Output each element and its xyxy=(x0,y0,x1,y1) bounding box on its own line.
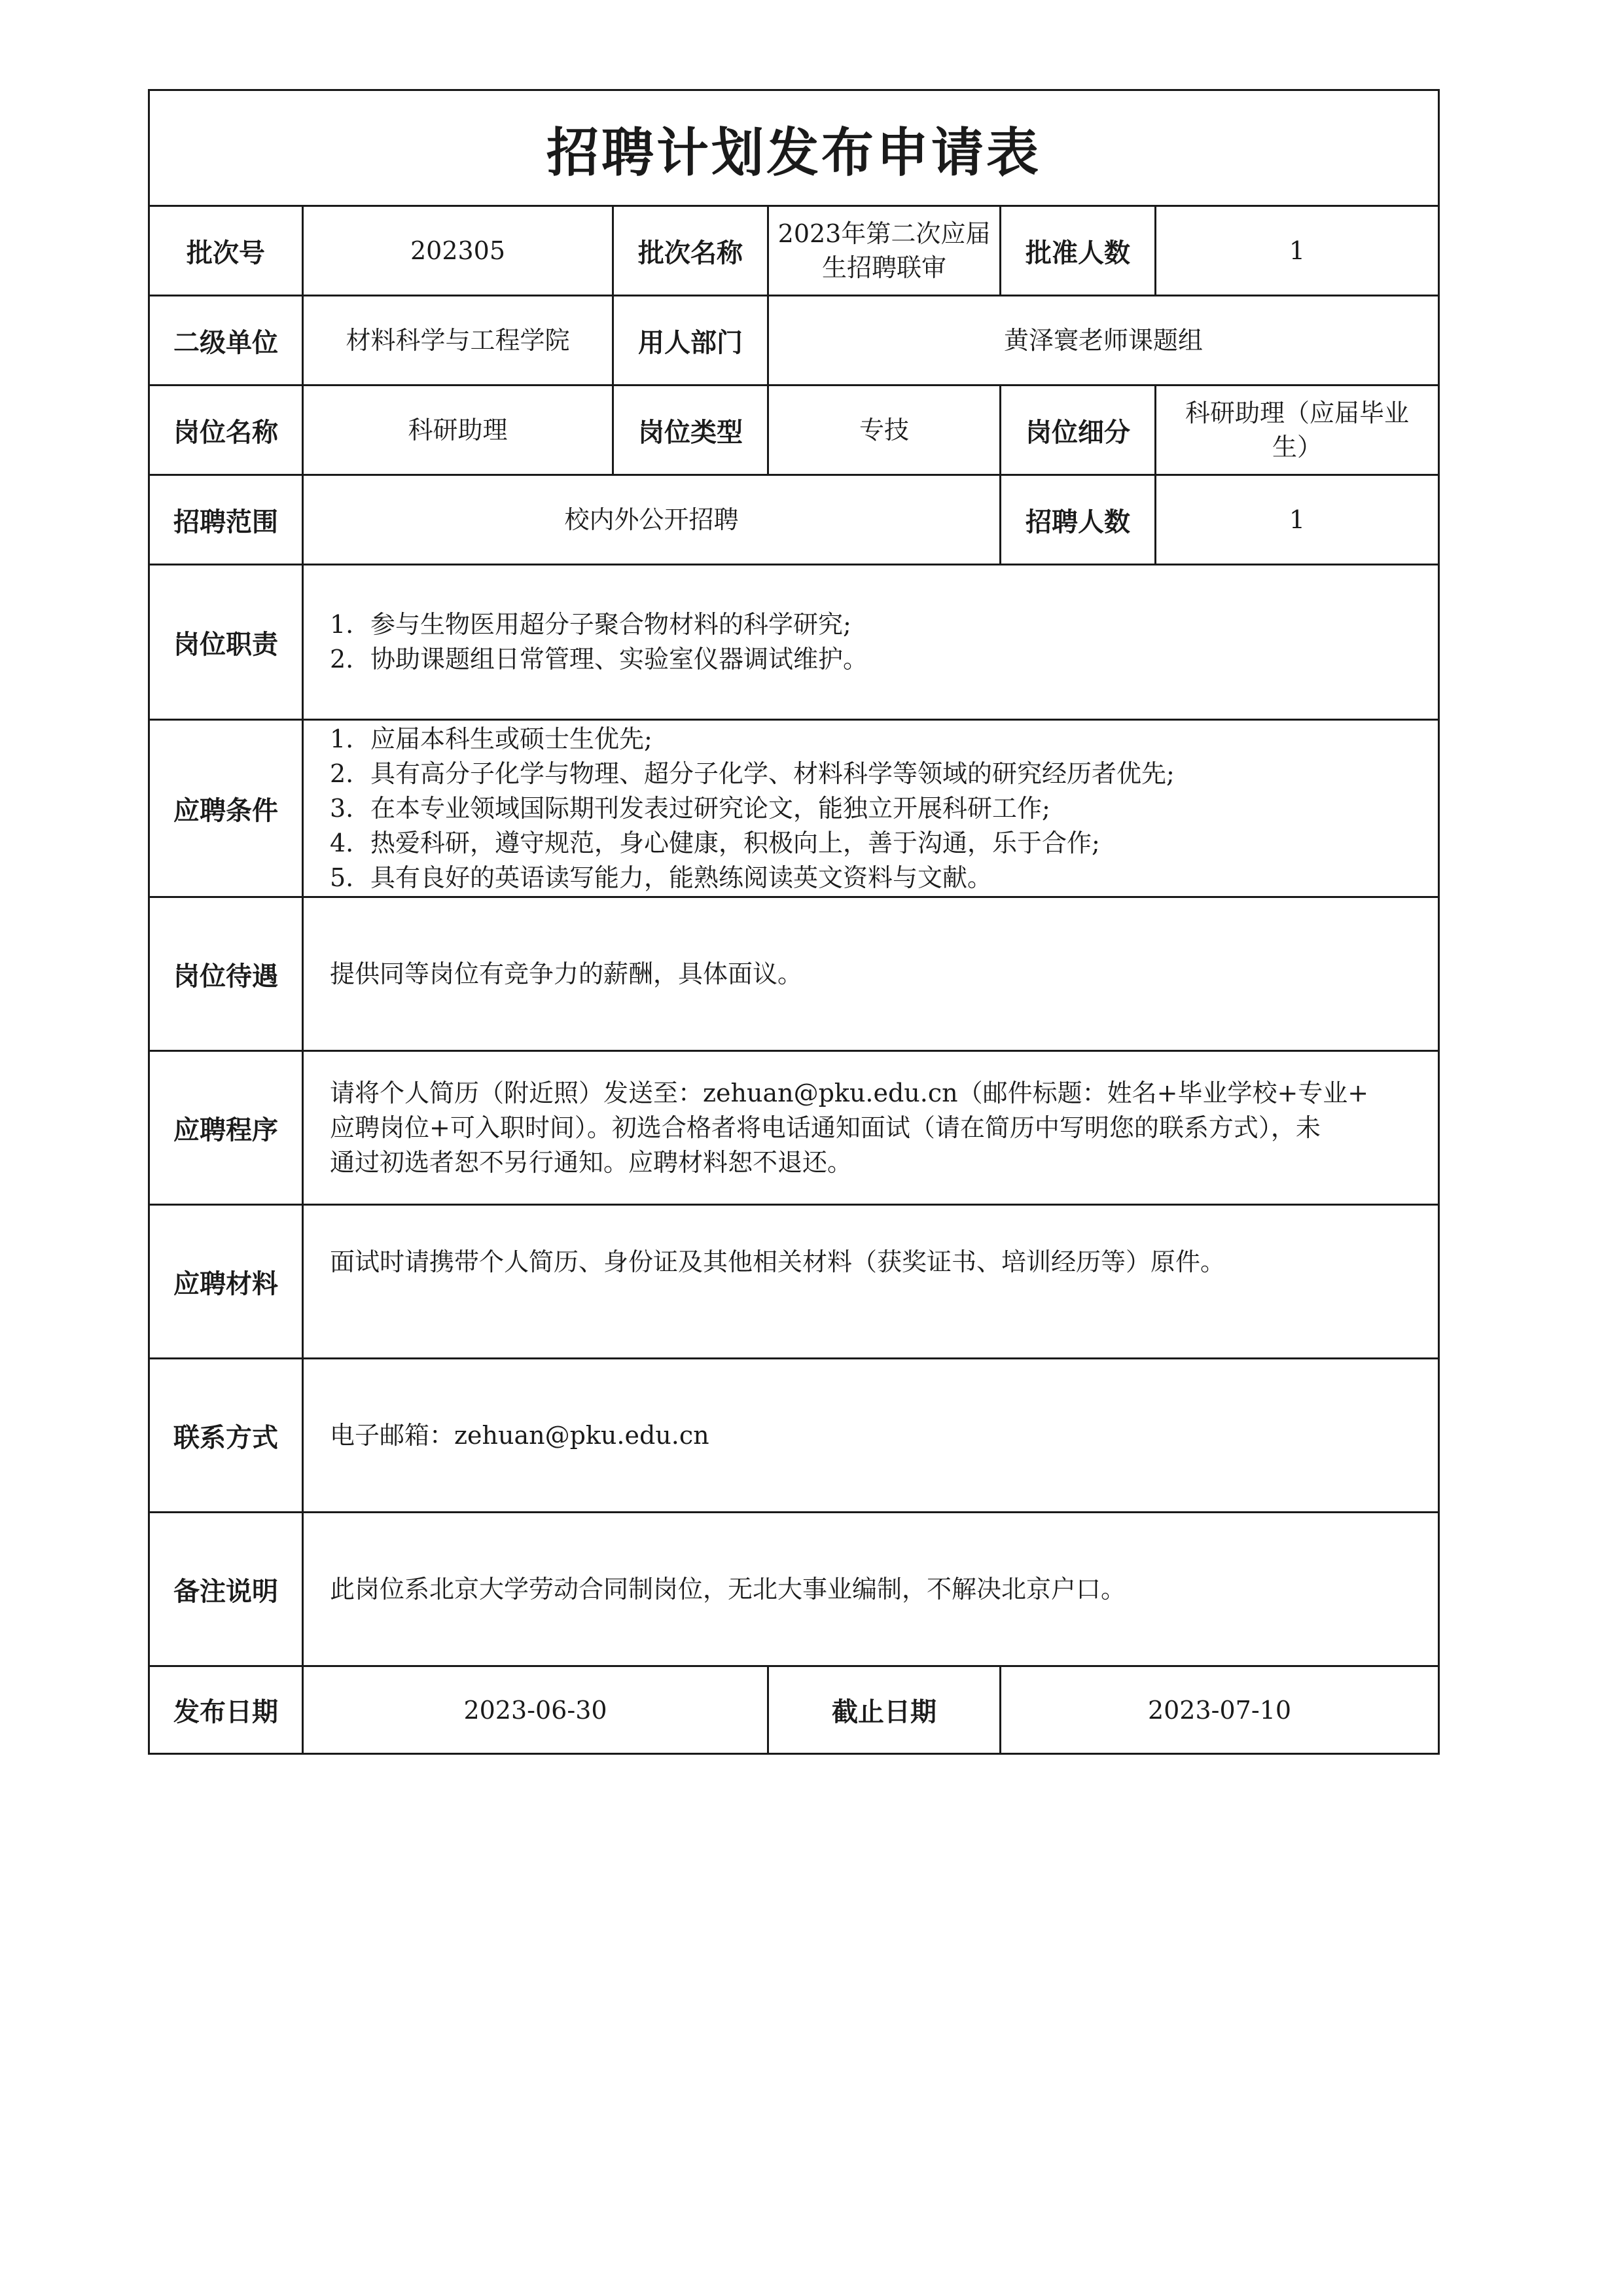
publish-date-label: 发布日期 xyxy=(149,1666,303,1754)
row-materials xyxy=(149,1205,1439,1359)
subtype-value xyxy=(1156,386,1439,475)
materials-text: 面试时请携带个人简历、身份证及其他相关材料（获奖证书、培训经历等）原件。 xyxy=(330,1247,1226,1276)
requirements-label: 应聘条件 xyxy=(149,720,303,897)
procedure-line-1: 请将个人简历（附近照）发送至：zehuan@pku.edu.cn（邮件标题：姓名+毕业学校+专业+ xyxy=(330,1078,1369,1107)
subtype-label: 岗位细分 xyxy=(1001,386,1156,475)
publish-date-value: 2023-06-30 xyxy=(303,1666,768,1754)
recruitment-form-table xyxy=(148,89,1440,1755)
row-scope xyxy=(149,475,1439,565)
position-label: 岗位名称 xyxy=(149,386,303,475)
form-title: 招聘计划发布申请表 xyxy=(149,90,1439,206)
type-value: 专技 xyxy=(768,386,1001,475)
row-requirements xyxy=(149,720,1439,897)
row-dates xyxy=(149,1666,1439,1754)
list-item-number: 5. xyxy=(330,863,354,892)
position-value: 科研助理 xyxy=(303,386,613,475)
notes-value: 此岗位系北京大学劳动合同制岗位，无北大事业编制，不解决北京户口。 xyxy=(303,1513,1439,1666)
list-item-number: 2. xyxy=(330,759,354,788)
deadline-label: 截止日期 xyxy=(768,1666,1001,1754)
procedure-line-3: 通过初选者恕不另行通知。应聘材料恕不退还。 xyxy=(330,1147,853,1177)
list-item-number: 4. xyxy=(330,828,354,857)
list-item-text: 协助课题组日常管理、实验室仪器调试维护。 xyxy=(370,645,868,673)
list-item-number: 1. xyxy=(330,724,354,753)
row-notes xyxy=(149,1513,1439,1666)
duties-label: 岗位职责 xyxy=(149,565,303,720)
list-item xyxy=(330,861,1426,895)
dept-label: 用人部门 xyxy=(613,296,768,386)
procedure-value xyxy=(303,1051,1439,1205)
materials-value xyxy=(303,1205,1439,1359)
duties-value xyxy=(303,565,1439,720)
list-item xyxy=(330,642,1426,677)
dept-value: 黄泽寰老师课题组 xyxy=(768,296,1439,386)
batch-name-label: 批次名称 xyxy=(613,206,768,296)
procedure-line-2: 应聘岗位+可入职时间）。初选合格者将电话通知面试（请在简历中写明您的联系方式），未 xyxy=(330,1113,1321,1142)
list-item-text: 应届本科生或硕士生优先; xyxy=(370,724,652,753)
hire-count-value: 1 xyxy=(1156,475,1439,565)
type-label: 岗位类型 xyxy=(613,386,768,475)
batch-no-value: 202305 xyxy=(303,206,613,296)
procedure-label: 应聘程序 xyxy=(149,1051,303,1205)
batch-name-line-1: 2023年第二次应届 xyxy=(777,219,991,248)
batch-name-line-2: 生招聘联审 xyxy=(821,253,946,282)
scope-value: 校内外公开招聘 xyxy=(303,475,1001,565)
duties-list xyxy=(330,607,1426,677)
list-item xyxy=(330,722,1426,757)
requirements-list xyxy=(330,722,1426,895)
materials-label: 应聘材料 xyxy=(149,1205,303,1359)
unit-value: 材料科学与工程学院 xyxy=(303,296,613,386)
row-duties xyxy=(149,565,1439,720)
list-item xyxy=(330,607,1426,642)
approved-count-value: 1 xyxy=(1156,206,1439,296)
list-item-text: 热爱科研，遵守规范，身心健康，积极向上，善于沟通，乐于合作; xyxy=(370,828,1100,857)
list-item xyxy=(330,791,1426,826)
hire-count-label: 招聘人数 xyxy=(1001,475,1156,565)
subtype-line-1: 科研助理（应届毕业 xyxy=(1185,399,1409,427)
benefits-value: 提供同等岗位有竞争力的薪酬，具体面议。 xyxy=(303,897,1439,1051)
unit-label: 二级单位 xyxy=(149,296,303,386)
deadline-value: 2023-07-10 xyxy=(1001,1666,1439,1754)
list-item-text: 参与生物医用超分子聚合物材料的科学研究; xyxy=(370,610,851,639)
notes-label: 备注说明 xyxy=(149,1513,303,1666)
row-position xyxy=(149,386,1439,475)
list-item xyxy=(330,757,1426,791)
scope-label: 招聘范围 xyxy=(149,475,303,565)
row-unit xyxy=(149,296,1439,386)
row-contact xyxy=(149,1359,1439,1513)
list-item-text: 具有高分子化学与物理、超分子化学、材料科学等领域的研究经历者优先; xyxy=(370,759,1175,788)
list-item-text: 具有良好的英语读写能力，能熟练阅读英文资料与文献。 xyxy=(370,863,993,892)
batch-no-label: 批次号 xyxy=(149,206,303,296)
row-batch xyxy=(149,206,1439,296)
approved-count-label: 批准人数 xyxy=(1001,206,1156,296)
contact-label: 联系方式 xyxy=(149,1359,303,1513)
list-item-number: 3. xyxy=(330,793,354,823)
batch-name-value xyxy=(768,206,1001,296)
row-procedure xyxy=(149,1051,1439,1205)
benefits-label: 岗位待遇 xyxy=(149,897,303,1051)
contact-value: 电子邮箱：zehuan@pku.edu.cn xyxy=(303,1359,1439,1513)
requirements-value xyxy=(303,720,1439,897)
list-item xyxy=(330,826,1426,861)
list-item-number: 1. xyxy=(330,610,354,639)
list-item-text: 在本专业领域国际期刊发表过研究论文，能独立开展科研工作; xyxy=(370,793,1050,823)
list-item-number: 2. xyxy=(330,645,354,673)
subtype-line-2: 生） xyxy=(1272,433,1322,461)
row-benefits xyxy=(149,897,1439,1051)
